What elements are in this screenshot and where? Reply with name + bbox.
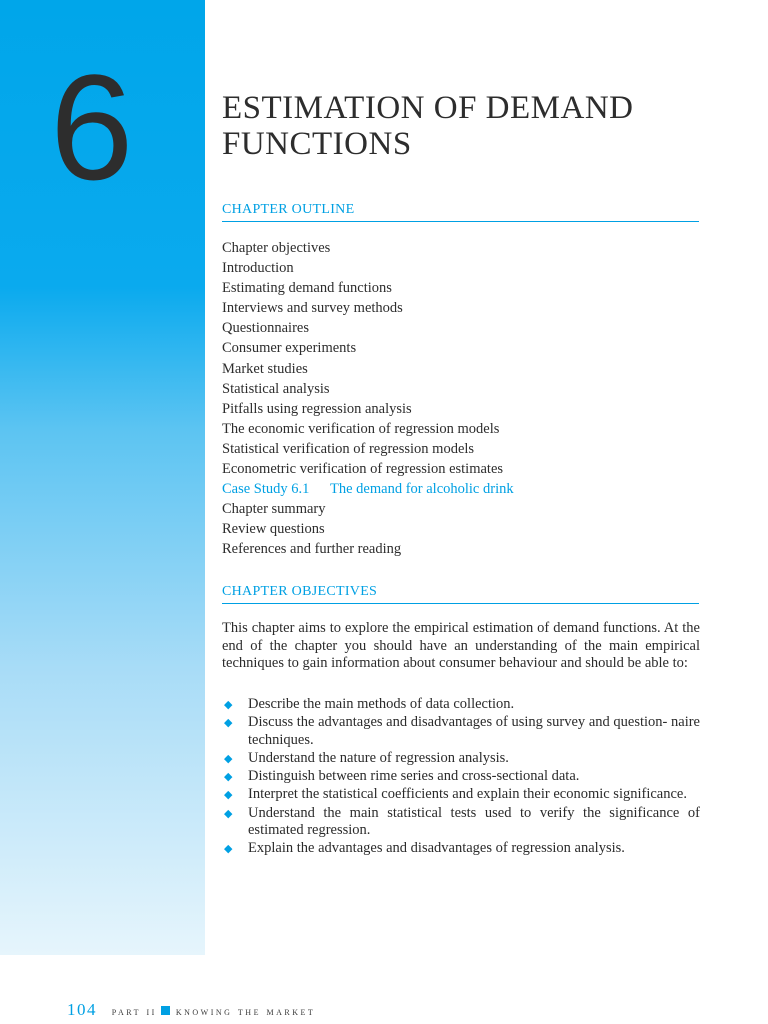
objective-text: Discuss the advantages and disadvantages of using survey and question- naire techniques. (248, 714, 700, 748)
outline-item: Introduction (222, 260, 294, 277)
outline-item: The economic verification of regression models (222, 420, 500, 437)
outline-item: Consumer experiments (222, 340, 357, 357)
outline-case-study-item[interactable] (222, 479, 702, 499)
objective-item (222, 805, 700, 840)
chapter-title (222, 90, 702, 162)
objective-text: Distinguish between rime series and cross-sectional data. (248, 768, 580, 785)
objective-item (222, 840, 700, 858)
case-study-title: The demand for alcoholic drink (330, 481, 514, 498)
diamond-bullet-icon: ◆ (224, 751, 233, 765)
diamond-bullet-icon: ◆ (224, 716, 233, 730)
chapter-objectives-heading: CHAPTER OBJECTIVES (222, 584, 699, 604)
outline-item: Interviews and survey methods (222, 300, 403, 317)
objective-text: Understand the nature of regression analysis. (248, 749, 509, 766)
case-study-label: Case Study 6.1 (222, 481, 310, 498)
objective-item (222, 750, 700, 768)
objective-item (222, 696, 700, 714)
outline-item: Statistical analysis (222, 380, 330, 397)
outline-item: Chapter objectives (222, 240, 331, 256)
objective-text: Interpret the statistical coefficients and explain their economic significance. (248, 786, 687, 803)
outline-item: Market studies (222, 360, 308, 377)
objective-item (222, 768, 700, 786)
diamond-bullet-icon: ◆ (224, 770, 233, 784)
outline-item: Statistical verification of regression models (222, 440, 475, 457)
objective-text: Understand the main statistical tests used to verify the significance of estimated regression. (248, 804, 700, 839)
diamond-bullet-icon: ◆ (224, 806, 233, 820)
footer-part-label: part ii (111, 1004, 157, 1018)
objective-text: Describe the main methods of data collection. (248, 696, 515, 712)
chapter-outline-list (222, 238, 702, 560)
outline-item: Review questions (222, 521, 325, 538)
objective-item (222, 714, 700, 749)
chapter-title-line-1: ESTIMATION OF DEMAND (222, 90, 634, 126)
diamond-bullet-icon: ◆ (224, 698, 233, 711)
outline-item: Econometric verification of regression estimates (222, 461, 504, 478)
outline-item: Pitfalls using regression analysis (222, 400, 412, 417)
outline-item: Chapter summary (222, 501, 326, 518)
page-footer (67, 1000, 315, 1020)
chapter-outline-heading: CHAPTER OUTLINE (222, 202, 699, 222)
square-separator-icon (161, 1006, 170, 1015)
chapter-title-line-2: FUNCTIONS (222, 126, 412, 162)
footer-section-label: knowing the market (175, 1004, 316, 1018)
objectives-list (222, 696, 700, 859)
outline-item: Questionnaires (222, 320, 309, 337)
outline-item: References and further reading (222, 541, 402, 558)
objectives-intro-paragraph: This chapter aims to explore the empirical estimation of demand functions. At the end of the chapter you should have an understanding of the main empirical techniques to gain information about consumer behaviour and should be able to: (222, 620, 700, 672)
diamond-bullet-icon: ◆ (224, 788, 233, 802)
objective-text: Explain the advantages and disadvantages of regression analysis. (248, 840, 625, 857)
outline-item: Estimating demand functions (222, 280, 392, 297)
chapter-number: 6 (50, 43, 134, 211)
page-number: 104 (67, 1000, 97, 1019)
objective-item (222, 786, 700, 804)
diamond-bullet-icon: ◆ (224, 842, 233, 856)
